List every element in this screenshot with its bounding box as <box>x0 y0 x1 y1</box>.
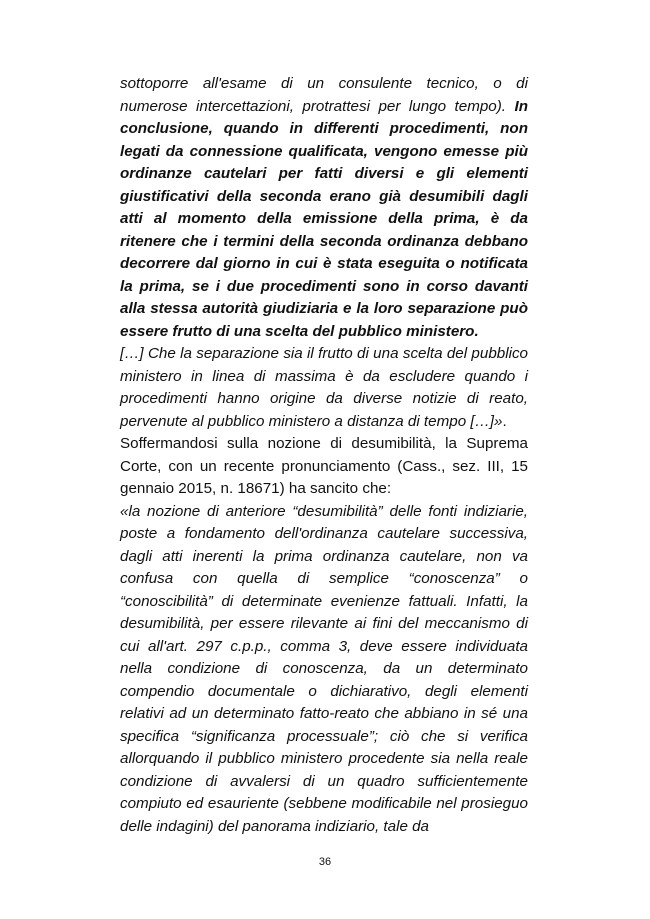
ellipsis-paragraph-text: […] Che la separazione sia il frutto di una scelta del pubblico ministero in linea di massima è da escludere quando i procedimenti hanno origine da diverse notizie di reato, pervenute al pubblico ministero a distanza di tempo […]» <box>120 345 528 430</box>
quote-continuation-italic: sottoporre all'esame di un consulente tecnico, o di numerose intercettazioni, protrattesi per lungo tempo). <box>120 75 528 115</box>
commentary-paragraph: Soffermandosi sulla nozione di desumibilità, la Suprema Corte, con un recente pronunciamento (Cass., sez. III, 15 gennaio 2015, n. 18671) ha sancito che: <box>120 435 528 497</box>
quote-continuation-paragraph <box>120 73 528 343</box>
page-number: 36 <box>318 856 332 868</box>
quote-conclusion-bold: In conclusione, quando in differenti procedimenti, non legati da connessione qualificata, vengono emesse più ordinanze cautelari per fatti diversi e gli elementi giustificativi della seconda erano già desumibili dagli atti al momento della emissione della prima, è da ritenere che i termini della seconda ordinanza debbano decorrere dal giorno in cui è stata eseguita o notificata la prima, se i due procedimenti sono in corso davanti alla stessa autorità giudiziaria e la loro separazione può essere frutto di una scelta del pubblico ministero. <box>120 97 528 340</box>
ellipsis-paragraph-end: . <box>502 412 507 430</box>
body-text <box>120 73 528 838</box>
second-quote-paragraph: «la nozione di anteriore “desumibilità” delle fonti indiziarie, poste a fondamento dell'ordinanza cautelare successiva, dagli atti inerenti la prima ordinanza cautelare, non va confusa con quella di semplice “conoscenza” o “conoscibilità” di determinate evenienze fattuali. Infatti, la desumibilità, per essere rilevante ai fini del meccanismo di cui all'art. 297 c.p.p., comma 3, deve essere individuata nella condizione di conoscenza, da un determinato compendio documentale o dichiarativo, degli elementi relativi ad un determinato fatto-reato che abbiano in sé una specifica “significanza processuale”; ciò che si verifica allorquando il pubblico ministero procedente sia nella reale condizione di avvalersi di un quadro sufficientemente compiuto ed esauriente (sebbene modificabile nel prosieguo delle indagini) del panorama indiziario, tale da <box>120 502 528 835</box>
ellipsis-paragraph <box>120 343 528 433</box>
